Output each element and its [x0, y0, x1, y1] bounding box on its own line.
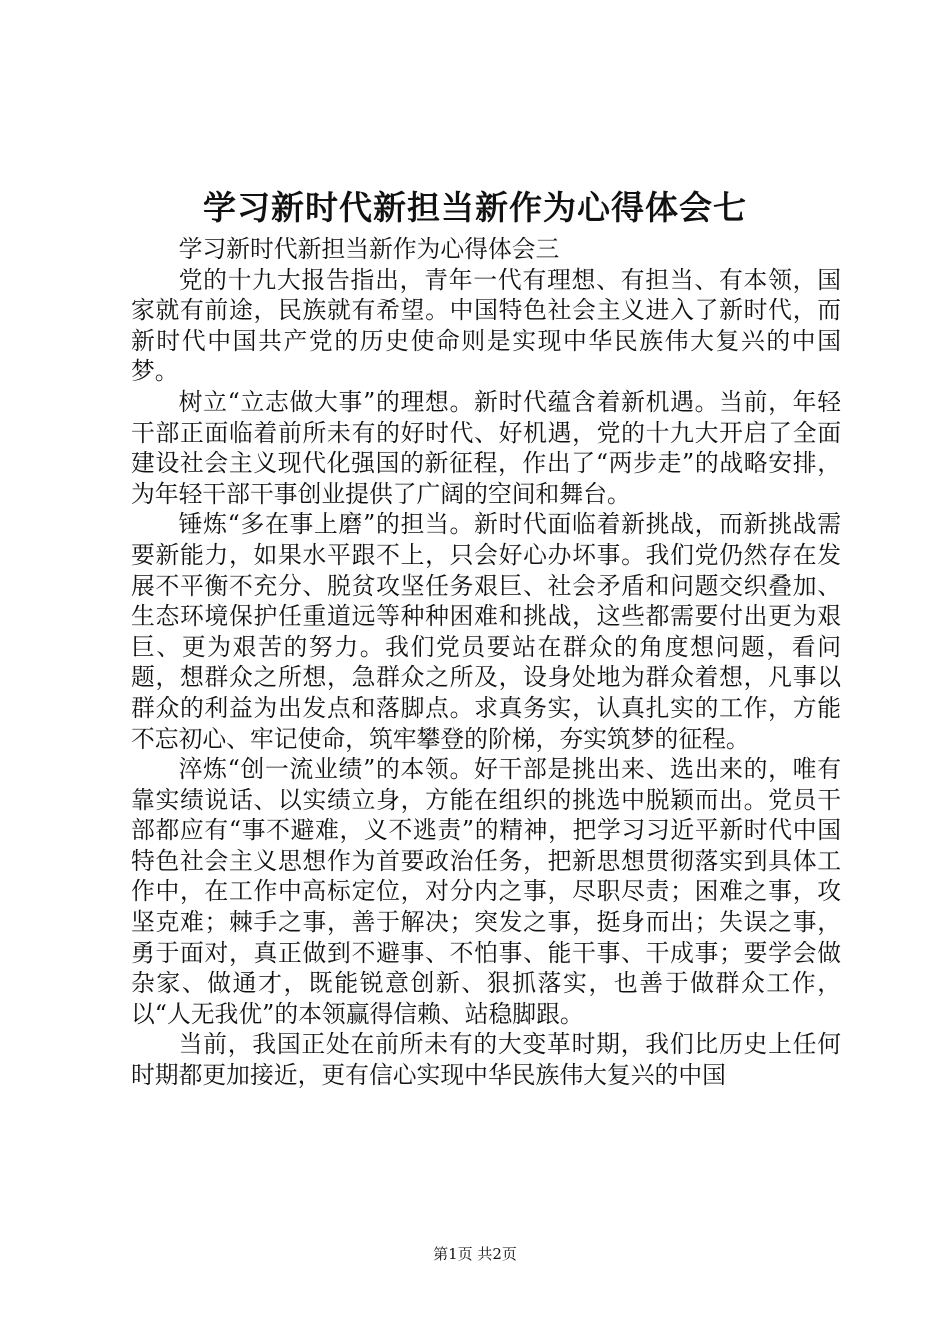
- paragraph: 党的十九大报告指出，青年一代有理想、有担当、有本领，国家就有前途，民族就有希望。中国特色社会主义进入了新时代，而新时代中国共产党的历史使命则是实现中华民族伟大复兴的中国梦。: [131, 265, 841, 386]
- paragraph-subtitle: 学习新时代新担当新作为心得体会三: [178, 235, 560, 263]
- document-body: [131, 234, 841, 1091]
- paragraph: 锤炼“多在事上磨”的担当。新时代面临着新挑战，而新挑战需要新能力，如果水平跟不上，只会好心办坏事。我们党仍然存在发展不平衡不充分、脱贫攻坚任务艰巨、社会矛盾和问题交织叠加、生态环境保护任重道远等种种困难和挑战，这些都需要付出更为艰巨、更为艰苦的努力。我们党员要站在群众的角度想问题，看问题，想群众之所想，急群众之所及，设身处地为群众着想，凡事以群众的利益为出发点和落脚点。求真务实，认真扎实的工作，方能不忘初心、牢记使命，筑牢攀登的阶梯，夯实筑梦的征程。: [131, 510, 841, 753]
- page-footer: 第1页 共2页: [433, 1245, 517, 1263]
- paragraph: 当前，我国正处在前所未有的大变革时期，我们比历史上任何时期都更加接近，更有信心实现中华民族伟大复兴的中国: [131, 1030, 841, 1090]
- paragraph: 树立“立志做大事”的理想。新时代蕴含着新机遇。当前，年轻干部正面临着前所未有的好时代、好机遇，党的十九大开启了全面建设社会主义现代化强国的新征程，作出了“两步走”的战略安排，为年轻干部干事创业提供了广阔的空间和舞台。: [131, 387, 841, 508]
- paragraph: 淬炼“创一流业绩”的本领。好干部是挑出来、选出来的，唯有靠实绩说话、以实绩立身，方能在组织的挑选中脱颖而出。党员干部都应有“事不避难，义不逃责”的精神，把学习习近平新时代中国特色社会主义思想作为首要政治任务，把新思想贯彻落实到具体工作中，在工作中高标定位，对分内之事，尽职尽责；困难之事，攻坚克难；棘手之事，善于解决；突发之事，挺身而出；失误之事，勇于面对，真正做到不避事、不怕事、能干事、干成事；要学会做杂家、做通才，既能锐意创新、狠抓落实，也善于做群众工作，以“人无我优”的本领赢得信赖、站稳脚跟。: [131, 755, 841, 1028]
- document-title: 学习新时代新担当新作为心得体会七: [203, 188, 747, 227]
